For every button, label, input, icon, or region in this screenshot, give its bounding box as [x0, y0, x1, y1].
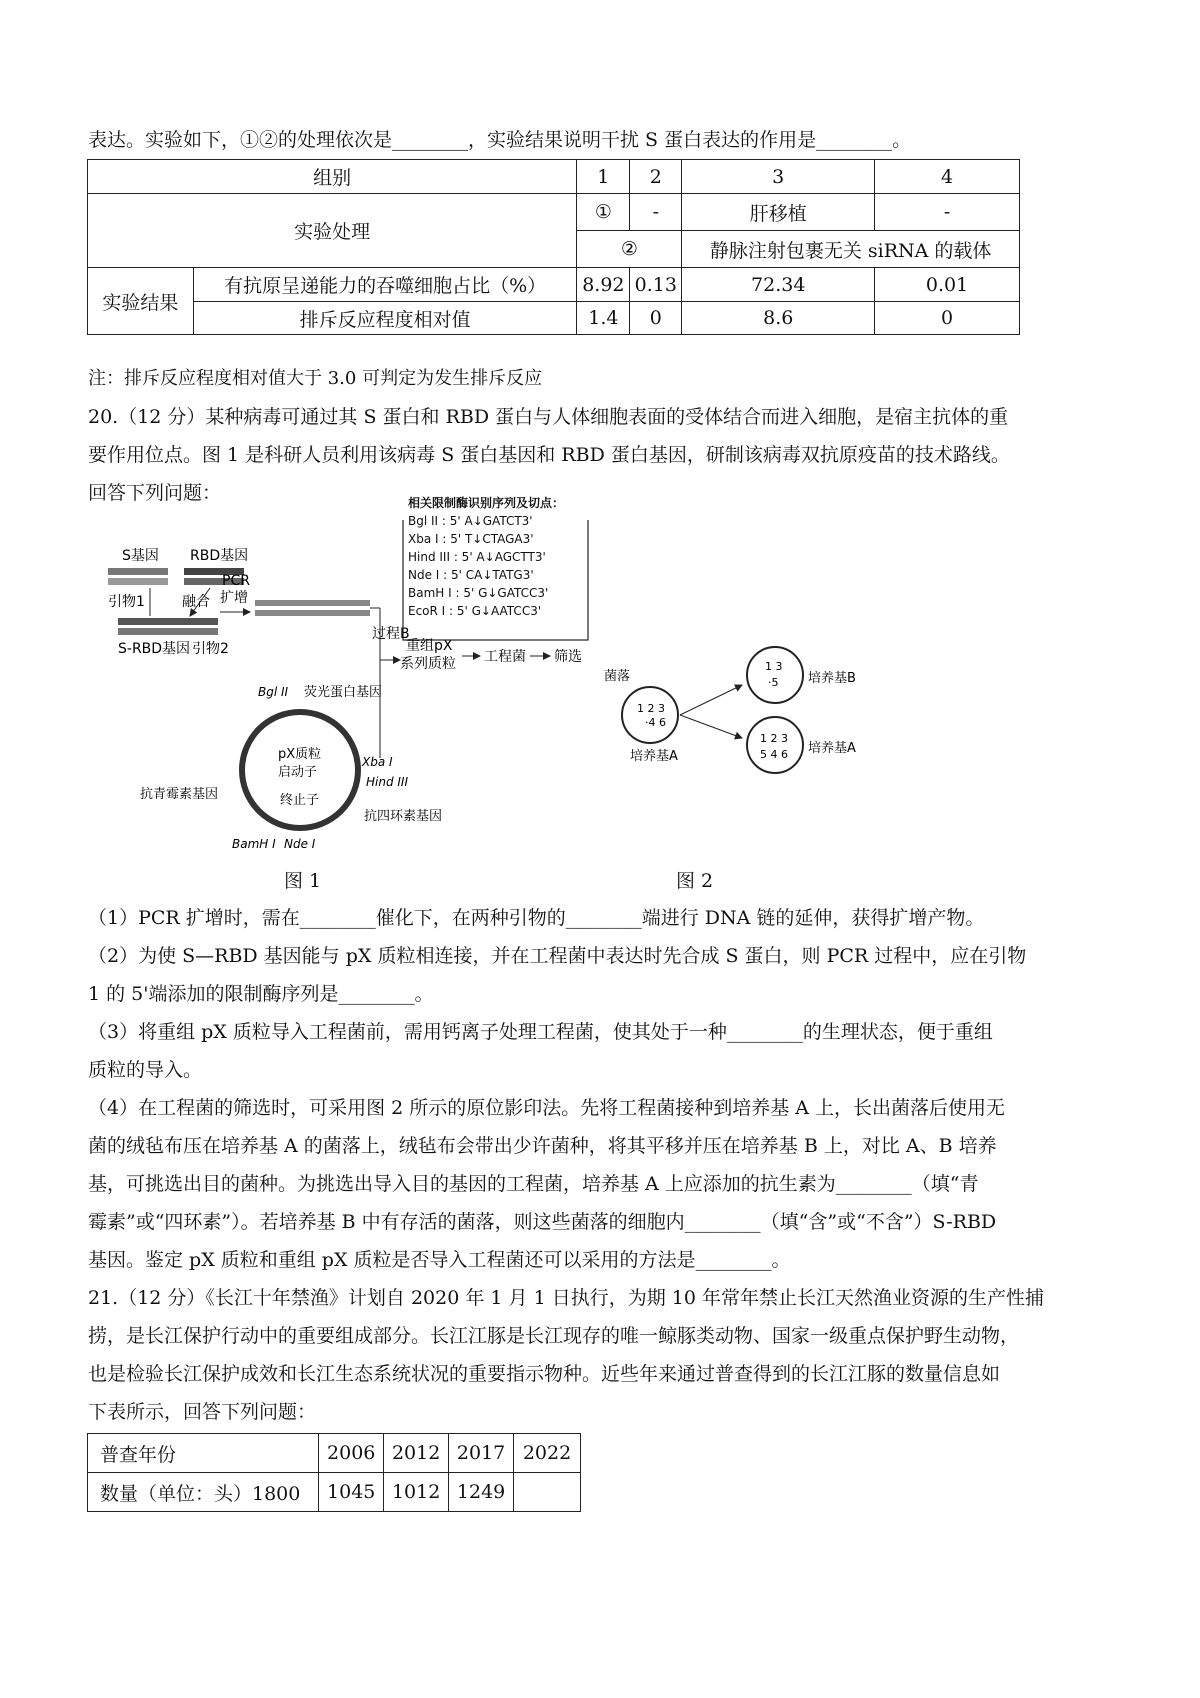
- enzyme-title: 相关限制酶识别序列及切点：: [408, 496, 565, 510]
- year-3: 2017: [449, 1434, 514, 1473]
- result-row2-label: 排斥反应程度相对值: [193, 302, 577, 335]
- treat-row2-b: 静脉注射包裹无关 siRNA 的载体: [682, 231, 1020, 268]
- pcr-label: PCR: [222, 573, 250, 589]
- s-gene-strand-2: [108, 578, 168, 585]
- terminator-label: 终止子: [280, 793, 320, 808]
- enzyme-xbai: Xba I : 5' T↓CTAGA3': [408, 532, 534, 546]
- ndei-label: Nde I: [284, 837, 316, 851]
- product-strand: [255, 600, 370, 606]
- medium-a2-label: 培养基A: [808, 741, 856, 756]
- colony-label: 菌落: [604, 669, 631, 684]
- s-rbd-strand: [118, 618, 218, 625]
- group-4: 4: [875, 160, 1020, 194]
- eng-label: 工程菌: [484, 649, 526, 665]
- treat-1: ①: [577, 194, 630, 231]
- q21-table: [87, 1433, 581, 1512]
- enzyme-hindiii: Hind III : 5' A↓AGCTT3': [408, 550, 546, 564]
- count-1: 1045: [319, 1473, 384, 1512]
- promoter-label: 启动子: [278, 765, 318, 780]
- q20-line2: 要作用位点。图 1 是科研人员利用该病毒 S 蛋白基因和 RBD 蛋白基因，研制该病毒双抗原疫苗的技术路线。: [88, 444, 1010, 466]
- group-2: 2: [630, 160, 682, 194]
- s-rbd-label: S-RBD基因: [118, 641, 191, 657]
- treat-2: -: [630, 194, 682, 231]
- q20-q4a: （4）在工程菌的筛选时，可采用图 2 所示的原位影印法。先将工程菌接种到培养基 A 上，长出菌落后使用无: [88, 1097, 1006, 1119]
- figure-2-caption: 图 2: [676, 870, 714, 892]
- result-1-2: 0.13: [630, 268, 682, 302]
- medium-b-dish: [747, 647, 803, 703]
- process-b-label: 过程B: [372, 626, 410, 642]
- result-1-4: 0.01: [875, 268, 1020, 302]
- q19-note: 注：排斥反应程度相对值大于 3.0 可判定为发生排斥反应: [88, 368, 543, 389]
- px-label: pX质粒: [278, 747, 322, 762]
- group-1: 1: [577, 160, 630, 194]
- colony-numbers-b2: ·5: [768, 676, 779, 689]
- enzyme-bamhi: BamH I : 5' G↓GATCC3': [408, 586, 549, 600]
- product-strand-2: [255, 610, 370, 616]
- result-row1-label: 有抗原呈递能力的吞噬细胞占比（%）: [193, 268, 577, 302]
- q21-line4: 下表所示，回答下列问题：: [88, 1401, 317, 1423]
- colony-numbers-a2: ·4 6: [645, 716, 666, 729]
- result-1-3: 72.34: [682, 268, 875, 302]
- q21-line3: 也是检验长江保护成效和长江生态系统状况的重要指示物种。近些年来通过普查得到的长江江豚的数量信息如: [88, 1363, 1001, 1385]
- fuse-label: 融合: [182, 594, 210, 610]
- q20-q2b: 1 的 5'端添加的限制酶序列是________。: [88, 983, 434, 1005]
- year-2: 2012: [384, 1434, 449, 1473]
- group-3: 3: [682, 160, 875, 194]
- colony-numbers-a: 1 2 3: [637, 702, 665, 715]
- recomb1-label: 重组pX: [406, 638, 453, 654]
- s-gene-label: S基因: [122, 548, 159, 564]
- q20-line1: 20.（12 分）某种病毒可通过其 S 蛋白和 RBD 蛋白与人体细胞表面的受体结合而进入细胞，是宿主抗体的重: [88, 406, 1009, 428]
- q20-q4b: 菌的绒毡布压在培养基 A 的菌落上，绒毡布会带出少许菌种，将其平移并压在培养基 B 上，对比 A、B 培养: [88, 1135, 997, 1157]
- treat-3: 肝移植: [682, 194, 875, 231]
- medium-a-label: 培养基A: [630, 749, 678, 764]
- result-2-3: 8.6: [682, 302, 875, 335]
- amp-label: 抗青霉素基因: [140, 787, 219, 802]
- q21-line2: 捞，是长江保护行动中的重要组成部分。长江江豚是长江现存的唯一鲸豚类动物、国家一级重点保护野生动物，: [88, 1325, 1020, 1347]
- q21-line1: 21.（12 分）《长江十年禁渔》计划自 2020 年 1 月 1 日执行，为期 10 年常年禁止长江天然渔业资源的生产性捕: [88, 1287, 1044, 1309]
- q20-q2a: （2）为使 S—RBD 基因能与 pX 质粒相连接，并在工程菌中表达时先合成 S 蛋白，则 PCR 过程中，应在引物: [88, 945, 1027, 967]
- medium-a2-dish: [747, 717, 803, 773]
- medium-b-label: 培养基B: [808, 671, 856, 686]
- copy-arrow-b: [680, 685, 742, 715]
- count-3: 1249: [449, 1473, 514, 1512]
- xbai-label: Xba I: [362, 755, 393, 769]
- figure-1-caption: 图 1: [284, 870, 322, 892]
- result-2-1: 1.4: [577, 302, 630, 335]
- count-4: [514, 1473, 581, 1512]
- q20-q4c: 基，可挑选出目的菌种。为挑选出导入目的基因的工程菌，培养基 A 上应添加的抗生素为________（填“青: [88, 1173, 979, 1195]
- result-2-2: 0: [630, 302, 682, 335]
- enzyme-list: [408, 494, 588, 620]
- q20-q4e: 基因。鉴定 pX 质粒和重组 pX 质粒是否导入工程菌还可以采用的方法是________。: [88, 1249, 791, 1271]
- enzyme-ecori: EcoR I : 5' G↓AATCC3': [408, 604, 542, 618]
- recomb2-label: 系列质粒: [400, 656, 456, 672]
- result-label: 实验结果: [88, 268, 194, 335]
- q20-line3: 回答下列问题：: [88, 482, 222, 504]
- rbd-gene-label: RBD基因: [190, 548, 249, 564]
- treat-4: -: [875, 194, 1020, 231]
- q20-q3a: （3）将重组 pX 质粒导入工程菌前，需用钙离子处理工程菌，使其处于一种________的生理状态，便于重组: [88, 1021, 993, 1043]
- fluor-label: 荧光蛋白基因: [304, 685, 383, 700]
- tet-label: 抗四环素基因: [364, 809, 443, 824]
- q20-q1: （1）PCR 扩增时，需在________催化下，在两种引物的________端进行 DNA 链的延伸，获得扩增产物。: [88, 907, 985, 929]
- year-4: 2022: [514, 1434, 581, 1473]
- primer1-label: 引物1: [108, 594, 145, 610]
- q19-table: [87, 159, 1020, 335]
- result-1-1: 8.92: [577, 268, 630, 302]
- bglii-label: Bgl II: [258, 685, 289, 699]
- enzyme-bglii: Bgl II : 5' A↓GATCT3': [408, 514, 533, 528]
- treat-row2-a: ②: [577, 231, 682, 268]
- s-rbd-strand-2: [118, 628, 218, 635]
- amplify-label: 扩增: [220, 590, 248, 606]
- result-2-4: 0: [875, 302, 1020, 335]
- bamhi-label: BamH I: [232, 837, 276, 851]
- primer2-label: 引物2: [192, 641, 229, 657]
- treatment-label: 实验处理: [88, 194, 577, 268]
- group-header: 组别: [88, 160, 577, 194]
- year-1: 2006: [319, 1434, 384, 1473]
- count-row-label: 数量（单位：头）1800: [88, 1473, 319, 1512]
- screen-label: 筛选: [554, 649, 582, 665]
- colony-numbers-a3: 1 2 3: [760, 732, 788, 745]
- colony-numbers-b: 1 3: [765, 660, 783, 673]
- q19-intro-line: 表达。实验如下，①②的处理依次是________，实验结果说明干扰 S 蛋白表达的作用是________。: [88, 129, 912, 151]
- copy-arrow-a: [680, 715, 742, 738]
- enzyme-ndei: Nde I : 5' CA↓TATG3': [408, 568, 534, 582]
- figure-2-diagram: [600, 620, 860, 790]
- medium-a-dish: [622, 687, 678, 743]
- count-2: 1012: [384, 1473, 449, 1512]
- s-gene-strand: [108, 568, 168, 575]
- hindiii-label: Hind III: [366, 775, 409, 789]
- q20-q4d: 霉素”或“四环素”）。若培养基 B 中有存活的菌落，则这些菌落的细胞内________（填“含”或“不含”）S-RBD: [88, 1211, 997, 1233]
- year-row-label: 普查年份: [88, 1434, 319, 1473]
- colony-numbers-a4: 5 4 6: [760, 748, 788, 761]
- q20-q3b: 质粒的导入。: [88, 1059, 203, 1081]
